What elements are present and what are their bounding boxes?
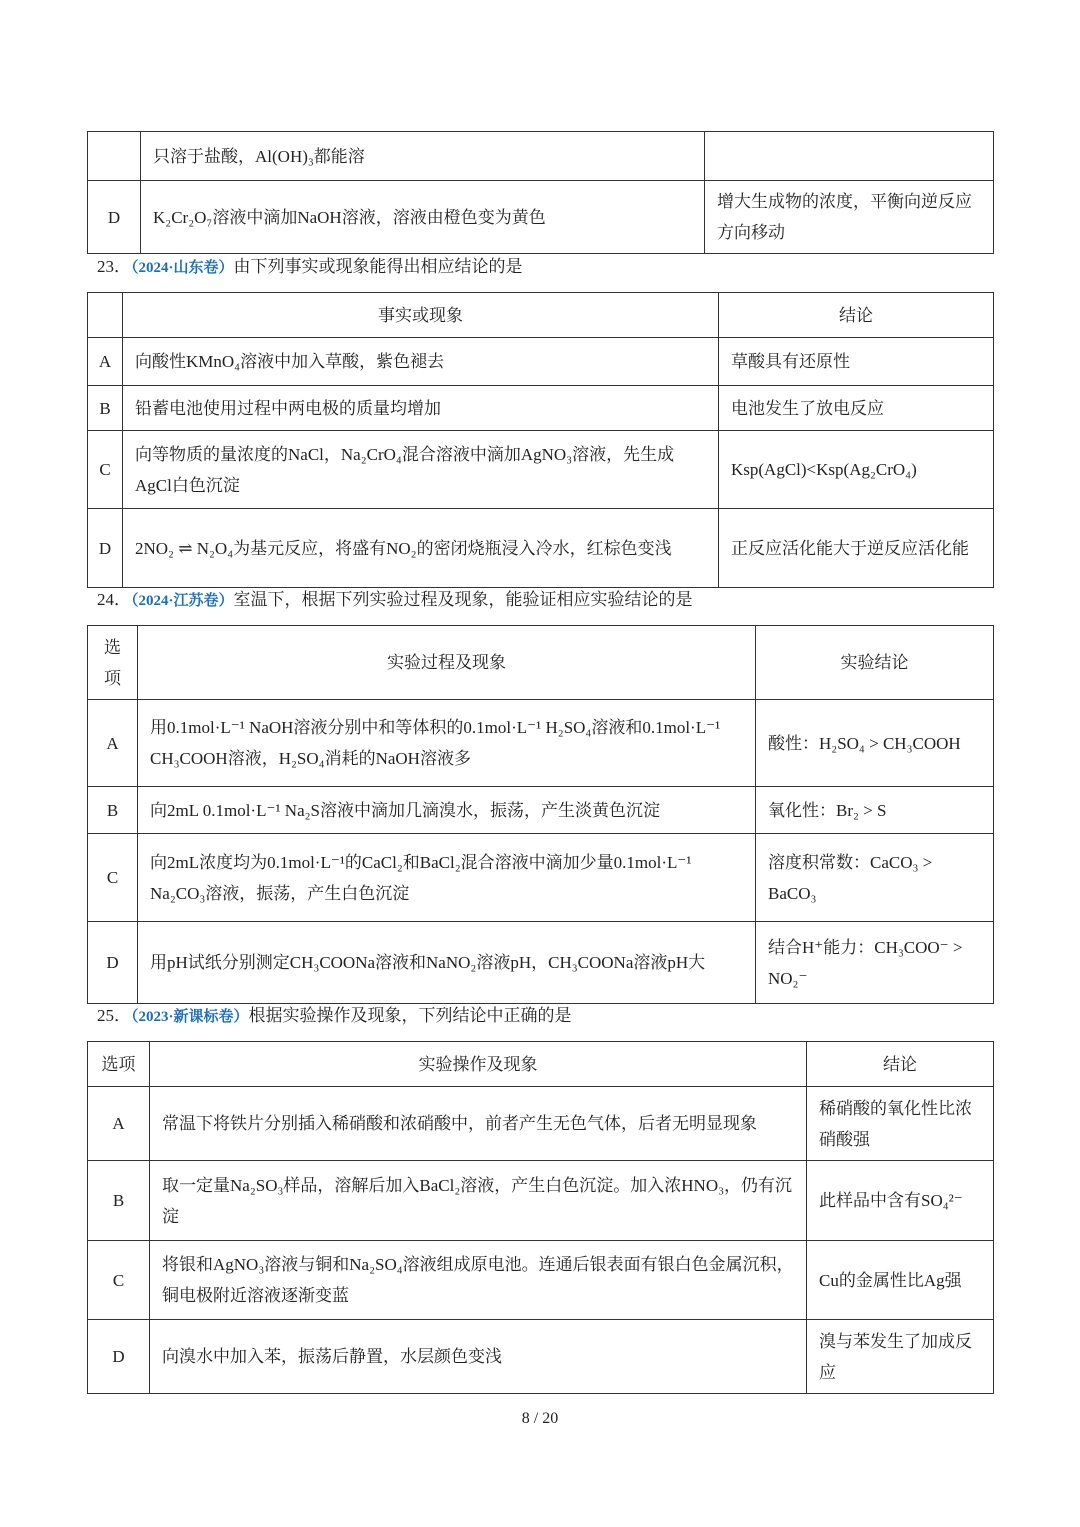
option-label: D (88, 922, 138, 1004)
experiment-cell: 向2mL 0.1mol·L⁻¹ Na₂S溶液中滴加几滴溴水，振荡，产生淡黄色沉淀 (138, 787, 756, 834)
table-row (88, 431, 994, 509)
conclusion-cell: 氧化性：Br₂ > S (756, 787, 994, 834)
conclusion-cell: Cu的金属性比Ag强 (807, 1241, 994, 1320)
option-label: B (88, 386, 123, 431)
conclusion-cell: 溴与苯发生了加成反应 (807, 1320, 994, 1394)
conclusion-cell: 电池发生了放电反应 (719, 386, 994, 431)
option-label: C (88, 431, 123, 509)
table-row (88, 1161, 994, 1241)
option-label: A (88, 1087, 150, 1161)
conclusion-cell: 增大生成物的浓度，平衡向逆反应方向移动 (705, 181, 994, 254)
table-row (88, 922, 994, 1004)
experiment-cell: 向2mL浓度均为0.1mol·L⁻¹的CaCl₂和BaCl₂混合溶液中滴加少量0.1mol·L⁻¹ Na₂CO₃溶液，振荡，产生白色沉淀 (138, 834, 756, 922)
option-label: A (88, 700, 138, 787)
table-row (88, 787, 994, 834)
option-label: D (88, 181, 141, 254)
column-header: 实验过程及现象 (138, 626, 756, 700)
column-header: 选项 (88, 1042, 150, 1087)
experiment-cell: 取一定量Na₂SO₃样品，溶解后加入BaCl₂溶液，产生白色沉淀。加入浓HNO₃，仍有沉淀 (150, 1161, 807, 1241)
table-header-row (88, 626, 994, 700)
column-header: 结论 (807, 1042, 994, 1087)
conclusion-cell: 此样品中含有SO₄²⁻ (807, 1161, 994, 1241)
conclusion-cell: 稀硝酸的氧化性比浓硝酸强 (807, 1087, 994, 1161)
table-q25 (87, 1041, 994, 1394)
table-row (88, 509, 994, 588)
question-number: 23． (97, 257, 131, 276)
question-number: 25． (97, 1006, 131, 1025)
option-label: C (88, 1241, 150, 1320)
table-row (88, 834, 994, 922)
conclusion-cell (705, 132, 994, 181)
question-number: 24． (97, 590, 131, 609)
experiment-cell: 常温下将铁片分别插入稀硝酸和浓硝酸中，前者产生无色气体，后者无明显现象 (150, 1087, 807, 1161)
table-q24 (87, 625, 994, 1004)
experiment-cell: 用pH试纸分别测定CH₃COONa溶液和NaNO₂溶液pH，CH₃COONa溶液pH大 (138, 922, 756, 1004)
table-row (88, 700, 994, 787)
column-header: 实验结论 (756, 626, 994, 700)
experiment-cell: 向酸性KMnO₄溶液中加入草酸，紫色褪去 (123, 338, 719, 386)
column-header: 结论 (719, 293, 994, 338)
table-row (88, 132, 994, 181)
experiment-cell: 将银和AgNO₃溶液与铜和Na₂SO₄溶液组成原电池。连通后银表面有银白色金属沉积，铜电极附近溶液逐渐变蓝 (150, 1241, 807, 1320)
question-stem: 室温下，根据下列实验过程及现象，能验证相应实验结论的是 (233, 590, 693, 609)
option-label: B (88, 1161, 150, 1241)
option-label: D (88, 509, 123, 588)
experiment-cell: 2NO₂ ⇌ N₂O₄为基元反应，将盛有NO₂的密闭烧瓶浸入冷水，红棕色变浅 (123, 509, 719, 588)
question-23 (97, 255, 523, 280)
option-label: C (88, 834, 138, 922)
question-source: （2023·新课标卷） (131, 1009, 249, 1025)
conclusion-cell: 结合H⁺能力：CH₃COO⁻ > NO₂⁻ (756, 922, 994, 1004)
option-label: D (88, 1320, 150, 1394)
experiment-cell: 向溴水中加入苯，振荡后静置，水层颜色变浅 (150, 1320, 807, 1394)
question-source: （2024·山东卷） (131, 260, 234, 276)
experiment-cell: 只溶于盐酸，Al(OH)₃都能溶 (141, 132, 705, 181)
table-q22-continued (87, 131, 994, 254)
page-number: 8 / 20 (521, 1410, 559, 1427)
conclusion-cell: 草酸具有还原性 (719, 338, 994, 386)
question-source: （2024·江苏卷） (131, 593, 234, 609)
conclusion-cell: Ksp(AgCl)<Ksp(Ag₂CrO₄) (719, 431, 994, 509)
column-header: 实验操作及现象 (150, 1042, 807, 1087)
table-header-row (88, 293, 994, 338)
conclusion-cell: 正反应活化能大于逆反应活化能 (719, 509, 994, 588)
column-header (88, 293, 123, 338)
question-24 (97, 588, 693, 613)
table-row (88, 386, 994, 431)
option-label: B (88, 787, 138, 834)
table-row (88, 1241, 994, 1320)
option-label: A (88, 338, 123, 386)
table-row (88, 1320, 994, 1394)
question-stem: 根据实验操作及现象，下列结论中正确的是 (248, 1006, 572, 1025)
column-header: 事实或现象 (123, 293, 719, 338)
experiment-cell: 向等物质的量浓度的NaCl，Na₂CrO₄混合溶液中滴加AgNO₃溶液，先生成AgCl白色沉淀 (123, 431, 719, 509)
table-row (88, 181, 994, 254)
table-row (88, 1087, 994, 1161)
column-header: 选项 (88, 626, 138, 700)
question-stem: 由下列事实或现象能得出相应结论的是 (233, 257, 523, 276)
table-header-row (88, 1042, 994, 1087)
experiment-cell: 用0.1mol·L⁻¹ NaOH溶液分别中和等体积的0.1mol·L⁻¹ H₂SO₄溶液和0.1mol·L⁻¹ CH₃COOH溶液，H₂SO₄消耗的NaOH溶液多 (138, 700, 756, 787)
option-label (88, 132, 141, 181)
conclusion-cell: 酸性：H₂SO₄ > CH₃COOH (756, 700, 994, 787)
question-25 (97, 1004, 572, 1029)
table-row (88, 338, 994, 386)
table-q23 (87, 292, 994, 588)
experiment-cell: K₂Cr₂O₇溶液中滴加NaOH溶液，溶液由橙色变为黄色 (141, 181, 705, 254)
experiment-cell: 铅蓄电池使用过程中两电极的质量均增加 (123, 386, 719, 431)
conclusion-cell: 溶度积常数：CaCO₃ > BaCO₃ (756, 834, 994, 922)
